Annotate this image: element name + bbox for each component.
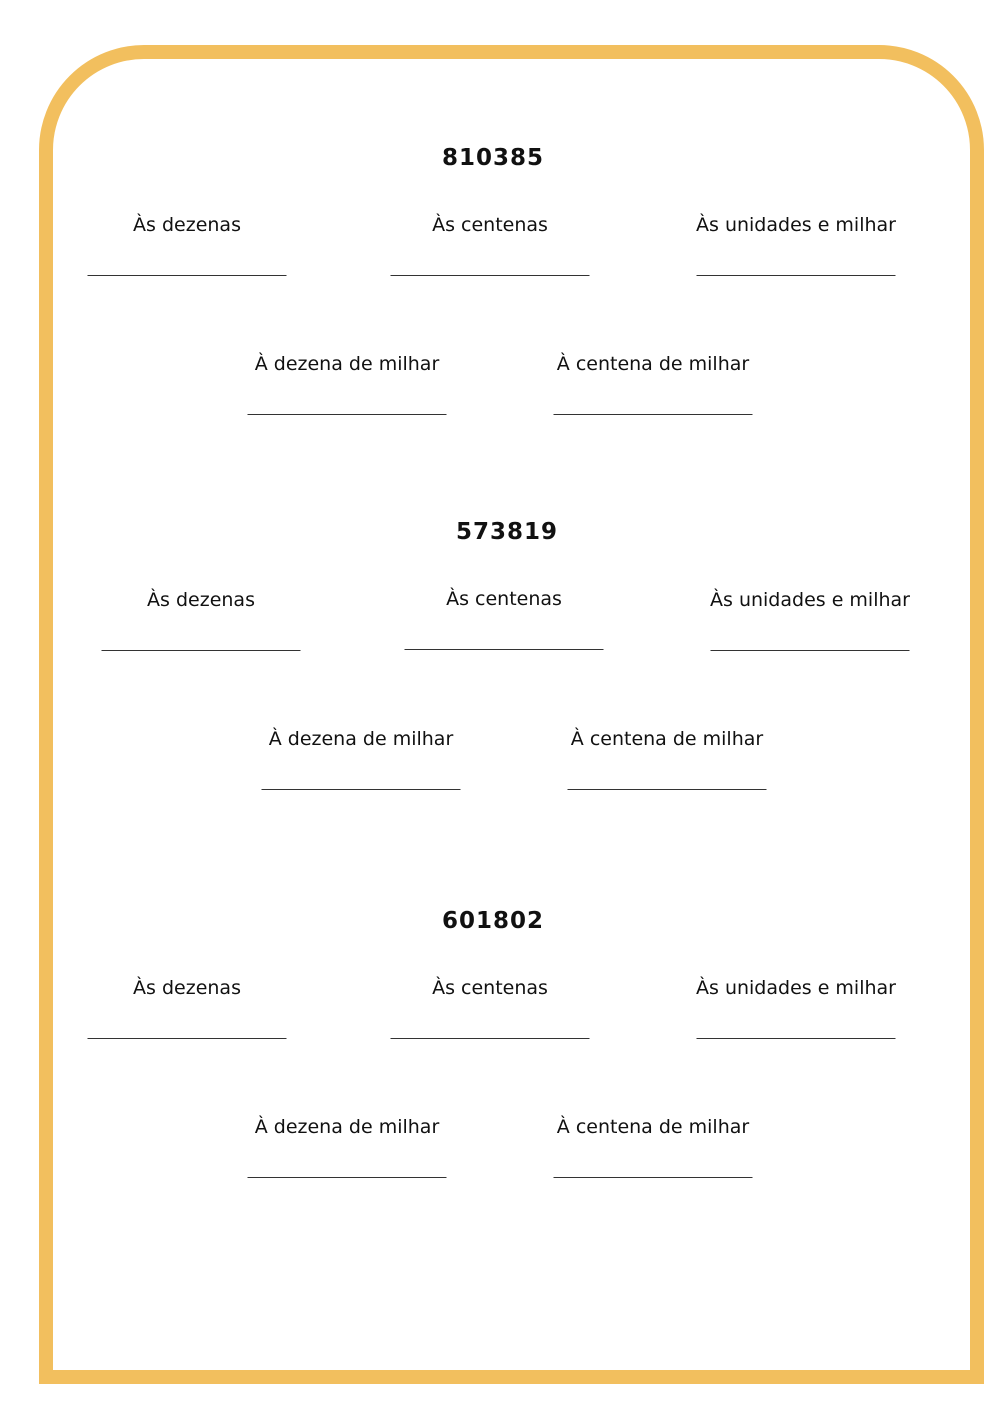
answer-line[interactable] <box>391 275 590 276</box>
item-label: Às centenas <box>446 588 562 610</box>
answer-line[interactable] <box>697 275 896 276</box>
exercise-number: 601802 <box>441 908 545 934</box>
answer-line[interactable] <box>248 1177 447 1178</box>
answer-line[interactable] <box>262 789 461 790</box>
item-label: À dezena de milhar <box>268 728 454 750</box>
answer-line[interactable] <box>248 414 447 415</box>
item-label: Às unidades e milhar <box>696 214 896 236</box>
item-label: À centena de milhar <box>570 728 764 750</box>
answer-line[interactable] <box>554 414 753 415</box>
answer-line[interactable] <box>391 1038 590 1039</box>
worksheet-frame <box>39 45 984 1384</box>
answer-line[interactable] <box>711 650 910 651</box>
answer-line[interactable] <box>102 650 301 651</box>
answer-line[interactable] <box>554 1177 753 1178</box>
item-label: Às centenas <box>432 214 548 236</box>
item-label: À dezena de milhar <box>254 1116 440 1138</box>
answer-line[interactable] <box>88 275 287 276</box>
answer-line[interactable] <box>568 789 767 790</box>
answer-line[interactable] <box>88 1038 287 1039</box>
item-label: Às unidades e milhar <box>710 589 910 611</box>
answer-line[interactable] <box>697 1038 896 1039</box>
item-label: À dezena de milhar <box>254 353 440 375</box>
item-label: Às dezenas <box>147 589 255 611</box>
item-label: À centena de milhar <box>556 353 750 375</box>
exercise-number: 810385 <box>441 145 545 171</box>
item-label: Às dezenas <box>133 977 241 999</box>
item-label: Às unidades e milhar <box>696 977 896 999</box>
exercise-number: 573819 <box>455 519 559 545</box>
item-label: À centena de milhar <box>556 1116 750 1138</box>
answer-line[interactable] <box>405 649 604 650</box>
item-label: Às centenas <box>432 977 548 999</box>
item-label: Às dezenas <box>133 214 241 236</box>
